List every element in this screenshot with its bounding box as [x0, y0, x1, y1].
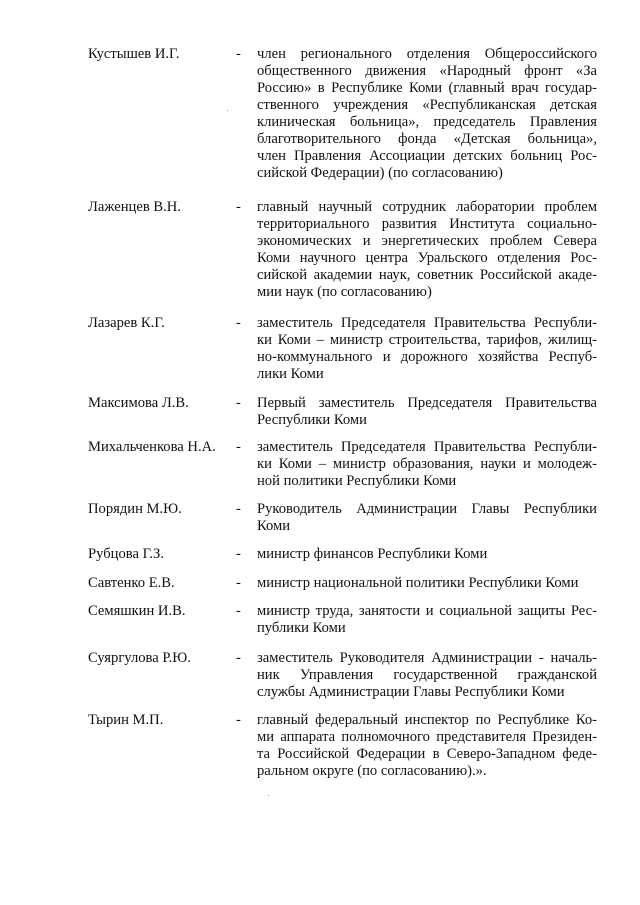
- description-line: ки Коми – министр строительства, тарифов, жилищ-: [257, 332, 597, 348]
- description-line: Коми: [257, 518, 291, 534]
- member-description: [257, 650, 597, 701]
- member-description: [257, 712, 597, 780]
- description-line: заместитель Председателя Правительства Республи-: [257, 439, 597, 455]
- member-name: Тырин М.П.: [88, 712, 164, 728]
- member-description: [257, 199, 597, 301]
- description-line: территориального развития Института социально-: [257, 216, 597, 232]
- member-dash: -: [236, 501, 241, 517]
- description-line: Россию» в Республике Коми (главный врач государ-: [257, 80, 597, 96]
- member-name: Максимова Л.В.: [88, 395, 189, 411]
- description-line: сийской академии наук, советник Российской акаде-: [257, 267, 597, 283]
- member-dash: -: [236, 603, 241, 619]
- member-name: Кустышев И.Г.: [88, 46, 180, 62]
- description-line: Коми научного центра Уральского отделения Рос-: [257, 250, 597, 266]
- description-line: министр финансов Республики Коми: [257, 546, 488, 562]
- description-line: ной политики Республики Коми: [257, 473, 457, 489]
- description-line: но-коммунального и дорожного хозяйства Респуб-: [257, 349, 597, 365]
- description-line: публики Коми: [257, 620, 346, 636]
- scan-speck: [227, 110, 228, 111]
- member-dash: -: [236, 46, 241, 62]
- description-line: заместитель Руководителя Администрации - началь-: [257, 650, 597, 666]
- description-line: Руководитель Администрации Главы Республики: [257, 501, 597, 517]
- description-line: ми аппарата полномочного представителя Президен-: [257, 729, 597, 745]
- member-dash: -: [236, 712, 241, 728]
- description-line: член регионального отделения Общероссийского: [257, 46, 597, 62]
- member-dash: -: [236, 546, 241, 562]
- member-description: [257, 439, 597, 490]
- member-name: Лазарев К.Г.: [88, 315, 165, 331]
- description-line: та Российской Федерации в Северо-Западном феде-: [257, 746, 597, 762]
- description-line: главный федеральный инспектор по Республике Ко-: [257, 712, 597, 728]
- description-line: Республики Коми: [257, 412, 367, 428]
- description-line: лики Коми: [257, 366, 324, 382]
- description-line: экономических и энергетических проблем Севера: [257, 233, 597, 249]
- member-dash: -: [236, 575, 241, 591]
- member-dash: -: [236, 650, 241, 666]
- scan-speck: [268, 795, 269, 796]
- member-name: Лаженцев В.Н.: [88, 199, 181, 215]
- member-description: [257, 315, 597, 383]
- member-description: [257, 603, 597, 637]
- description-line: общественного движения «Народный фронт «За: [257, 63, 597, 79]
- member-description: [257, 395, 597, 429]
- member-name: Порядин М.Ю.: [88, 501, 182, 517]
- member-name: Рубцова Г.З.: [88, 546, 164, 562]
- description-line: заместитель Председателя Правительства Республи-: [257, 315, 597, 331]
- description-line: ственного учреждения «Республиканская детская: [257, 97, 597, 113]
- description-line: Первый заместитель Председателя Правительства: [257, 395, 597, 411]
- description-line: клиническая больница», председатель Правления: [257, 114, 597, 130]
- description-line: мии наук (по согласованию): [257, 284, 432, 300]
- member-name: Семяшкин И.В.: [88, 603, 186, 619]
- member-name: Михальченкова Н.А.: [88, 439, 216, 455]
- member-description: [257, 546, 597, 563]
- description-line: сийской Федерации) (по согласованию): [257, 165, 503, 181]
- description-line: министр национальной политики Республики Коми: [257, 575, 579, 591]
- description-line: ник Управления государственной гражданской: [257, 667, 597, 683]
- member-description: [257, 575, 597, 592]
- description-line: член Правления Ассоциации детских больниц Рос-: [257, 148, 597, 164]
- description-line: министр труда, занятости и социальной защиты Рес-: [257, 603, 597, 619]
- description-line: ральном округе (по согласованию).».: [257, 763, 487, 779]
- member-description: [257, 46, 597, 182]
- member-description: [257, 501, 597, 535]
- description-line: службы Администрации Главы Республики Коми: [257, 684, 565, 700]
- member-name: Савтенко Е.В.: [88, 575, 175, 591]
- member-dash: -: [236, 395, 241, 411]
- description-line: благотворительного фонда «Детская больница»,: [257, 131, 597, 147]
- member-dash: -: [236, 439, 241, 455]
- member-dash: -: [236, 199, 241, 215]
- description-line: главный научный сотрудник лаборатории проблем: [257, 199, 597, 215]
- description-line: ки Коми – министр образования, науки и молодеж-: [257, 456, 597, 472]
- member-name: Суяргулова Р.Ю.: [88, 650, 191, 666]
- member-dash: -: [236, 315, 241, 331]
